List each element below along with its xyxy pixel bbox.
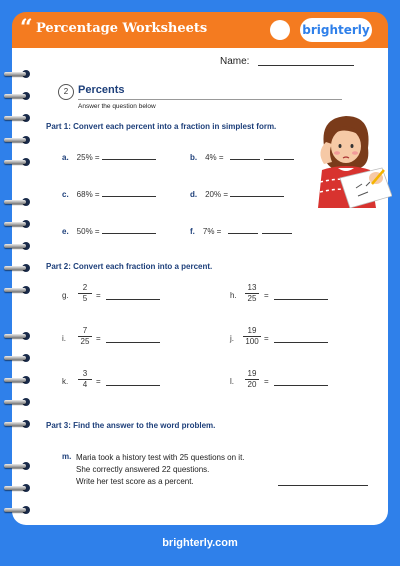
section-instruction: Answer the question below (78, 103, 156, 110)
spiral-ring (0, 218, 40, 230)
fraction-numerator: 13 (245, 283, 259, 294)
question-letter: c. (62, 190, 69, 199)
fraction-denominator: 20 (247, 380, 257, 389)
equals-sign: = (96, 334, 101, 343)
answer-blank[interactable] (102, 225, 156, 234)
fraction (245, 283, 259, 304)
fraction (243, 326, 261, 347)
part1-heading: Part 1: Convert each percent into a fraction in simplest form. (46, 122, 277, 131)
word-problem (76, 452, 276, 488)
answer-blank[interactable] (278, 485, 368, 486)
section-title: Percents (78, 84, 125, 96)
answer-blank[interactable] (106, 342, 160, 343)
fraction (78, 283, 92, 304)
quote-mark-icon: “ (20, 15, 33, 41)
question-text: 20% = (205, 190, 229, 199)
spiral-ring (0, 196, 40, 208)
part2-heading: Part 2: Convert each fraction into a percent. (46, 262, 213, 271)
spiral-ring (0, 90, 40, 102)
word-problem-line: Maria took a history test with 25 questions on it. (76, 453, 245, 462)
brand-logo[interactable]: brighterly (300, 18, 372, 42)
question-text: 4% = (205, 153, 224, 162)
student-illustration (310, 112, 392, 208)
answer-blank[interactable] (106, 385, 160, 386)
question-text: 50% = (76, 227, 100, 236)
spiral-ring (0, 112, 40, 124)
answer-blank[interactable] (274, 299, 328, 300)
denominator-blank[interactable] (262, 225, 292, 234)
spiral-ring (0, 460, 40, 472)
spiral-ring (0, 374, 40, 386)
spiral-ring (0, 262, 40, 274)
question-c (62, 188, 156, 199)
equals-sign: = (264, 377, 269, 386)
fraction-denominator: 25 (80, 337, 90, 346)
section-number: 2 (58, 84, 74, 100)
spiral-ring (0, 504, 40, 516)
question-b (190, 151, 294, 162)
fraction-denominator: 25 (247, 294, 257, 303)
spiral-binding (0, 0, 40, 566)
question-letter: f. (190, 227, 195, 236)
numerator-blank[interactable] (230, 151, 260, 160)
answer-blank[interactable] (106, 299, 160, 300)
fraction-denominator: 100 (245, 337, 259, 346)
word-problem-line: Write her test score as a percent. (76, 477, 194, 486)
fraction-denominator: 4 (82, 380, 88, 389)
spiral-ring (0, 240, 40, 252)
question-letter: m. (62, 452, 72, 461)
numerator-blank[interactable] (228, 225, 258, 234)
question-letter: h. (230, 291, 237, 300)
equals-sign: = (96, 291, 101, 300)
fraction-numerator: 19 (243, 326, 261, 337)
fraction-numerator: 3 (78, 369, 92, 380)
question-letter: l. (230, 377, 234, 386)
spiral-ring (0, 352, 40, 364)
denominator-blank[interactable] (264, 151, 294, 160)
spiral-ring (0, 330, 40, 342)
question-letter: b. (190, 153, 198, 162)
name-field[interactable] (258, 65, 354, 66)
worksheet-title: Percentage Worksheets (36, 21, 208, 36)
question-letter: a. (62, 153, 69, 162)
equals-sign: = (264, 291, 269, 300)
spiral-ring (0, 68, 40, 80)
spiral-ring (0, 156, 40, 168)
question-d (190, 188, 284, 199)
question-text: 68% = (76, 190, 100, 199)
answer-blank[interactable] (274, 342, 328, 343)
spiral-ring (0, 418, 40, 430)
equals-sign: = (96, 377, 101, 386)
question-letter: g. (62, 291, 69, 300)
fraction (78, 326, 92, 347)
question-letter: j. (230, 334, 234, 343)
part3-heading: Part 3: Find the answer to the word problem. (46, 421, 216, 430)
word-problem-line: She correctly answered 22 questions. (76, 465, 210, 474)
question-letter: d. (190, 190, 198, 199)
decorative-circle (270, 20, 290, 40)
question-letter: i. (62, 334, 66, 343)
question-letter: e. (62, 227, 69, 236)
spiral-ring (0, 134, 40, 146)
question-a (62, 151, 156, 162)
question-text: 25% = (76, 153, 100, 162)
fraction-numerator: 2 (78, 283, 92, 294)
answer-blank[interactable] (102, 188, 156, 197)
spiral-ring (0, 284, 40, 296)
answer-blank[interactable] (230, 188, 284, 197)
spiral-ring (0, 396, 40, 408)
fraction (78, 369, 92, 390)
question-e (62, 225, 156, 236)
fraction-denominator: 5 (82, 294, 88, 303)
divider (78, 99, 342, 100)
equals-sign: = (264, 334, 269, 343)
fraction (245, 369, 259, 390)
footer-url[interactable]: brighterly.com (162, 537, 238, 549)
question-text: 7% = (202, 227, 222, 236)
answer-blank[interactable] (274, 385, 328, 386)
answer-blank[interactable] (102, 151, 156, 160)
fraction-numerator: 19 (245, 369, 259, 380)
name-label: Name: (220, 56, 250, 67)
fraction-numerator: 7 (78, 326, 92, 337)
question-f (190, 225, 292, 236)
spiral-ring (0, 482, 40, 494)
question-letter: k. (62, 377, 69, 386)
